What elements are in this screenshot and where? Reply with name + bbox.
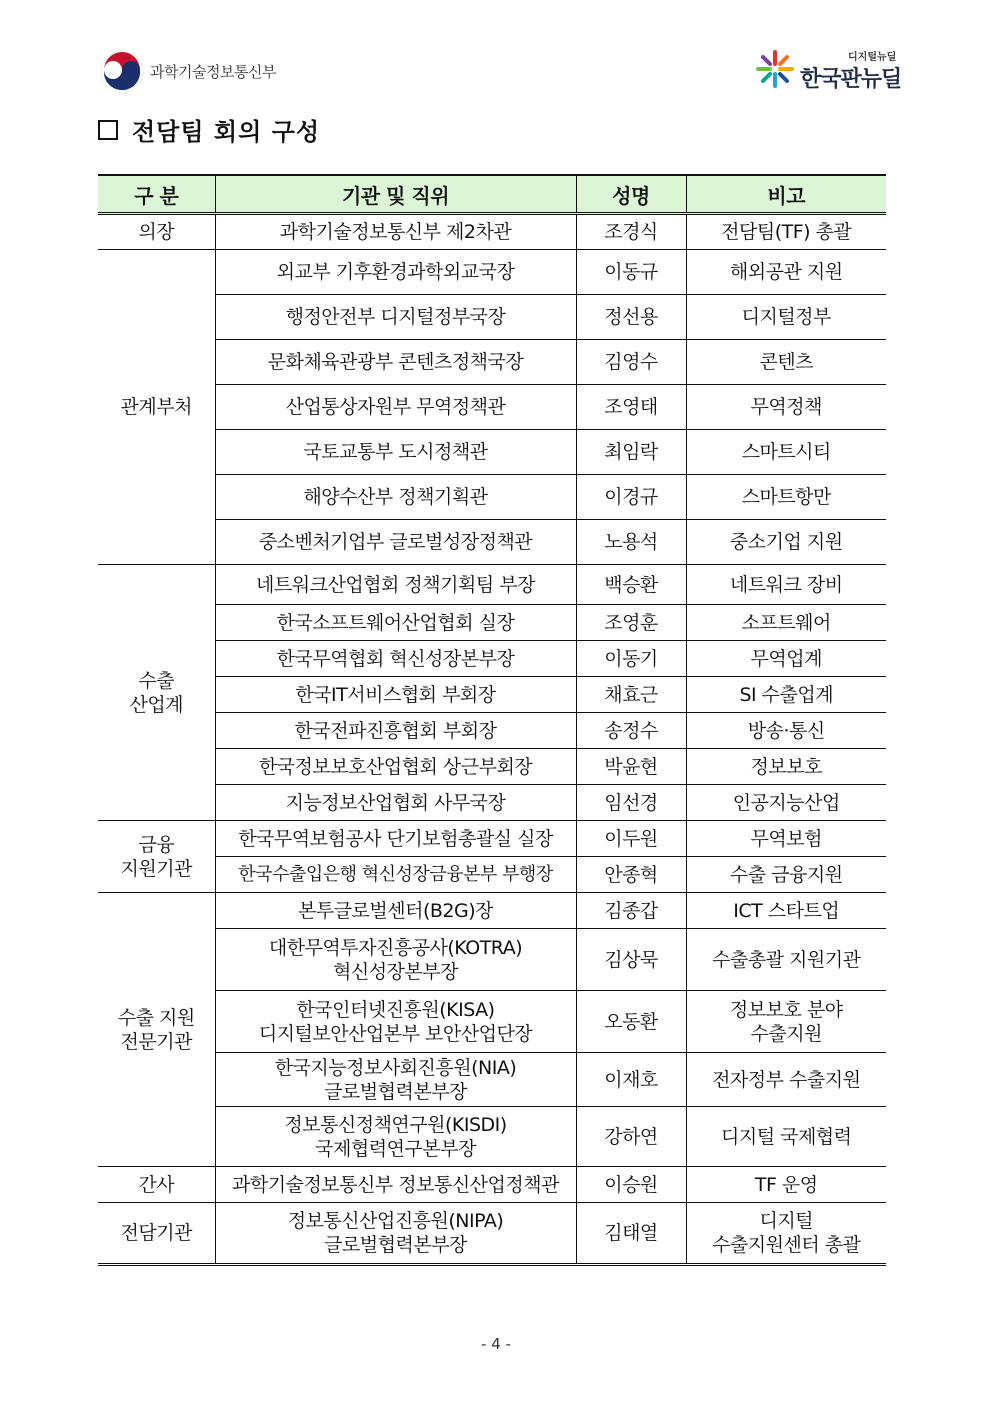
table-row <box>98 1053 886 1107</box>
name-cell: 노용석 <box>576 520 686 565</box>
header-organization: 기관 및 직위 <box>215 175 576 214</box>
table-row <box>98 893 886 929</box>
group-label: 수출 지원 전문기관 <box>98 893 215 1167</box>
note-cell: 정보보호 <box>686 749 886 785</box>
group-label: 의장 <box>98 214 215 250</box>
org-cell: 중소벤처기업부 글로벌성장정책관 <box>215 520 576 565</box>
org-cell: 한국전파진흥협회 부회장 <box>215 713 576 749</box>
table-row <box>98 991 886 1053</box>
table-row <box>98 641 886 677</box>
org-cell: 행정안전부 디지털정부국장 <box>215 295 576 340</box>
org-cell: 한국수출입은행 혁신성장금융본부 부행장 <box>215 857 576 893</box>
note-cell: 인공지능산업 <box>686 785 886 821</box>
org-cell: 대한무역투자진흥공사(KOTRA) 혁신성장본부장 <box>215 929 576 991</box>
name-cell: 김영수 <box>576 340 686 385</box>
org-cell: 국토교통부 도시정책관 <box>215 430 576 475</box>
name-cell: 이재호 <box>576 1053 686 1107</box>
note-cell: 해외공관 지원 <box>686 250 886 295</box>
table-row <box>98 1203 886 1265</box>
table-row <box>98 385 886 430</box>
org-cell: 과학기술정보통신부 정보통신산업정책관 <box>215 1167 576 1203</box>
table-row <box>98 749 886 785</box>
group-label: 금융 지원기관 <box>98 821 215 893</box>
table-row <box>98 565 886 605</box>
note-cell: 디지털 국제협력 <box>686 1107 886 1167</box>
name-cell: 임선경 <box>576 785 686 821</box>
government-emblem-icon <box>100 50 144 94</box>
name-cell: 김태열 <box>576 1203 686 1265</box>
name-cell: 김상묵 <box>576 929 686 991</box>
org-cell: 한국인터넷진흥원(KISA) 디지털보안산업본부 보안산업단장 <box>215 991 576 1053</box>
name-cell: 이승원 <box>576 1167 686 1203</box>
note-cell: 수출총괄 지원기관 <box>686 929 886 991</box>
name-cell: 오동환 <box>576 991 686 1053</box>
page-number: - 4 - <box>481 1335 511 1353</box>
header-note: 비고 <box>686 175 886 214</box>
group-label: 전담기관 <box>98 1203 215 1265</box>
org-cell: 한국소프트웨어산업협회 실장 <box>215 605 576 641</box>
table-row <box>98 475 886 520</box>
brand-title: 한국판뉴딜 <box>800 67 902 92</box>
note-cell: 정보보호 분야 수출지원 <box>686 991 886 1053</box>
note-cell: 스마트항만 <box>686 475 886 520</box>
org-cell: 한국지능정보사회진흥원(NIA) 글로벌협력본부장 <box>215 1053 576 1107</box>
note-cell: SI 수출업계 <box>686 677 886 713</box>
table-row <box>98 929 886 991</box>
table-row <box>98 520 886 565</box>
group-label: 간사 <box>98 1167 215 1203</box>
note-cell: 디지털정부 <box>686 295 886 340</box>
table-row <box>98 430 886 475</box>
table-row <box>98 295 886 340</box>
name-cell: 조경식 <box>576 214 686 250</box>
note-cell: 스마트시티 <box>686 430 886 475</box>
note-cell: 전자정부 수출지원 <box>686 1053 886 1107</box>
section-title <box>98 112 320 147</box>
name-cell: 박윤현 <box>576 749 686 785</box>
org-cell: 한국무역보험공사 단기보험총괄실 실장 <box>215 821 576 857</box>
table-row <box>98 677 886 713</box>
checkbox-square-icon <box>98 120 118 140</box>
note-cell: 콘텐츠 <box>686 340 886 385</box>
org-cell: 해양수산부 정책기획관 <box>215 475 576 520</box>
name-cell: 정선용 <box>576 295 686 340</box>
note-cell: ICT 스타트업 <box>686 893 886 929</box>
org-cell: 정보통신산업진흥원(NIPA) 글로벌협력본부장 <box>215 1203 576 1265</box>
table-header-row <box>98 175 886 214</box>
table-row <box>98 605 886 641</box>
note-cell: 네트워크 장비 <box>686 565 886 605</box>
name-cell: 최임락 <box>576 430 686 475</box>
note-cell: TF 운영 <box>686 1167 886 1203</box>
name-cell: 채효근 <box>576 677 686 713</box>
header-category: 구 분 <box>98 175 215 214</box>
note-cell: 무역보험 <box>686 821 886 857</box>
name-cell: 안종혁 <box>576 857 686 893</box>
note-cell: 중소기업 지원 <box>686 520 886 565</box>
name-cell: 이두원 <box>576 821 686 857</box>
org-cell: 문화체육관광부 콘텐츠정책국장 <box>215 340 576 385</box>
digital-new-deal-logo-icon <box>752 46 798 92</box>
brand-subtitle: 디지털뉴딜 <box>848 52 897 63</box>
org-cell: 본투글로벌센터(B2G)장 <box>215 893 576 929</box>
org-cell: 한국IT서비스협회 부회장 <box>215 677 576 713</box>
name-cell: 조영태 <box>576 385 686 430</box>
name-cell: 백승환 <box>576 565 686 605</box>
note-cell: 소프트웨어 <box>686 605 886 641</box>
org-cell: 지능정보산업협회 사무국장 <box>215 785 576 821</box>
table-row <box>98 1167 886 1203</box>
note-cell: 무역업계 <box>686 641 886 677</box>
table-row <box>98 857 886 893</box>
group-label: 수출 산업계 <box>98 565 215 821</box>
org-cell: 한국무역협회 혁신성장본부장 <box>215 641 576 677</box>
section-title-text: 전담팀 회의 구성 <box>132 118 320 146</box>
org-cell: 산업통상자원부 무역정책관 <box>215 385 576 430</box>
table-row <box>98 250 886 295</box>
name-cell: 강하연 <box>576 1107 686 1167</box>
name-cell: 송정수 <box>576 713 686 749</box>
ministry-name: 과학기술정보통신부 <box>150 63 276 81</box>
org-cell: 외교부 기후환경과학외교국장 <box>215 250 576 295</box>
org-cell: 네트워크산업협회 정책기획팀 부장 <box>215 565 576 605</box>
table-row <box>98 821 886 857</box>
org-cell: 한국정보보호산업협회 상근부회장 <box>215 749 576 785</box>
note-cell: 수출 금융지원 <box>686 857 886 893</box>
table-row <box>98 785 886 821</box>
org-cell: 과학기술정보통신부 제2차관 <box>215 214 576 250</box>
name-cell: 이동기 <box>576 641 686 677</box>
name-cell: 이동규 <box>576 250 686 295</box>
note-cell: 방송·통신 <box>686 713 886 749</box>
org-cell: 정보통신정책연구원(KISDI) 국제협력연구본부장 <box>215 1107 576 1167</box>
group-label: 관계부처 <box>98 250 215 565</box>
note-cell: 무역정책 <box>686 385 886 430</box>
table-row <box>98 713 886 749</box>
table-row <box>98 340 886 385</box>
table-row <box>98 1107 886 1167</box>
table-row <box>98 214 886 250</box>
note-cell: 디지털 수출지원센터 총괄 <box>686 1203 886 1265</box>
name-cell: 이경규 <box>576 475 686 520</box>
note-cell: 전담팀(TF) 총괄 <box>686 214 886 250</box>
name-cell: 김종갑 <box>576 893 686 929</box>
header-name: 성명 <box>576 175 686 214</box>
member-table <box>98 174 886 1266</box>
name-cell: 조영훈 <box>576 605 686 641</box>
page-header <box>0 0 992 110</box>
